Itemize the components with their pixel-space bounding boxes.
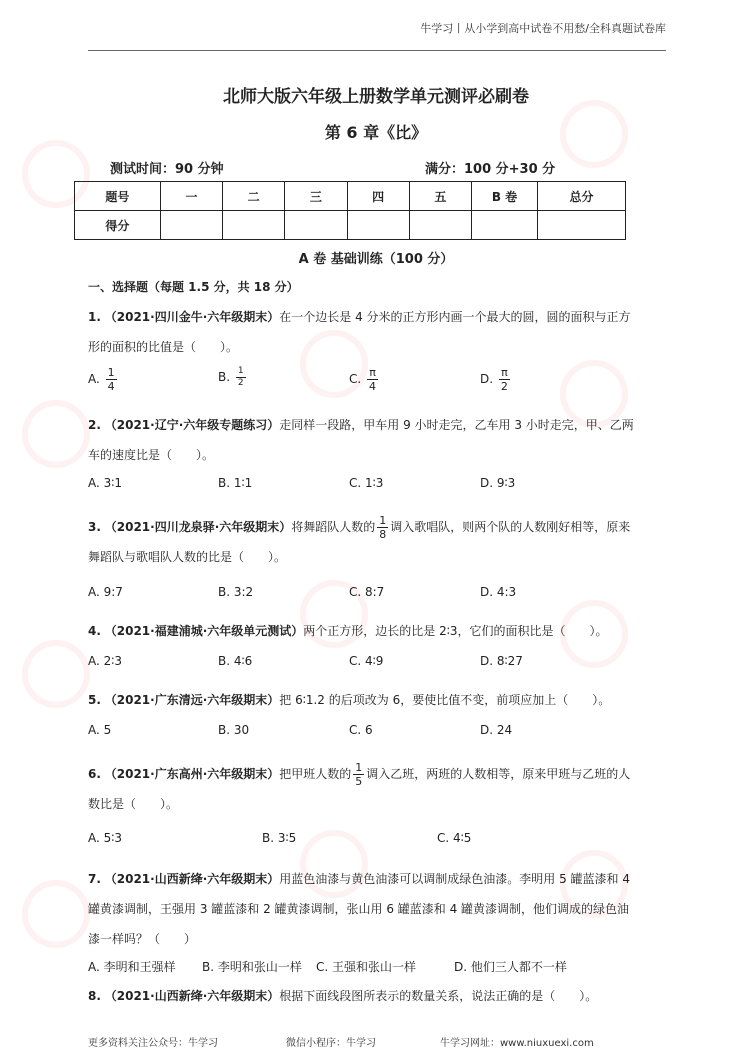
- option-b[interactable]: B. 3∶5: [262, 831, 297, 845]
- fraction: [106, 366, 117, 393]
- option-label: C.: [349, 372, 362, 386]
- option-d[interactable]: D. 9∶3: [480, 476, 516, 490]
- fraction: [367, 366, 378, 393]
- option-label: A.: [88, 372, 100, 386]
- fraction: [236, 366, 246, 389]
- footer-mini-program: 微信小程序：牛学习: [286, 1038, 376, 1049]
- option-b[interactable]: B. 李明和张山一样: [202, 960, 302, 974]
- denominator: 4: [107, 380, 115, 393]
- option-label: B.: [218, 370, 231, 384]
- fraction: [353, 761, 364, 788]
- question-source: （2021·广东高州·六年级期末）: [104, 767, 280, 781]
- table-cell: 五: [409, 182, 471, 211]
- question-number: 4.: [88, 624, 101, 638]
- table-cell: 一: [160, 182, 222, 211]
- question-source: （2021·广东清远·六年级期末）: [104, 693, 280, 707]
- table-cell: 总分: [538, 182, 626, 211]
- denominator: 4: [369, 380, 377, 393]
- score-table-score-row: [75, 211, 626, 240]
- question-3: [88, 512, 668, 572]
- question-1: [88, 302, 668, 362]
- option-a[interactable]: A. 9:7: [88, 585, 123, 599]
- question-text: 根据下面线段图所表示的数量关系，说法正确的是（ ）。: [279, 989, 598, 1003]
- score-input-cell[interactable]: [347, 211, 409, 240]
- numerator: π: [499, 366, 510, 380]
- page-subtitle: 第 6 章《比》: [324, 123, 428, 142]
- score-input-cell[interactable]: [538, 211, 626, 240]
- score-input-cell[interactable]: [160, 211, 222, 240]
- option-d[interactable]: D. 8∶27: [480, 654, 523, 668]
- question-source: （2021·四川金牛·六年级期末）: [104, 310, 280, 324]
- question-number: 8.: [88, 989, 101, 1003]
- score-table-header-row: [75, 182, 626, 211]
- question-text: 两个正方形，边长的比是 2∶3，它们的面积比是（ ）。: [303, 624, 608, 638]
- table-cell: 四: [347, 182, 409, 211]
- option-c[interactable]: C. 4∶9: [349, 654, 384, 668]
- table-cell: 二: [223, 182, 285, 211]
- option-d[interactable]: D. 4:3: [480, 585, 517, 599]
- question-text: 漆一样吗？（ ）: [88, 932, 197, 946]
- question-text: 舞蹈队与歌唱队人数的比是（ ）。: [88, 550, 287, 564]
- option-c[interactable]: [349, 366, 380, 393]
- question-text: 用蓝色油漆与黄色油漆可以调制成绿色油漆。李明用 5 罐蓝漆和 4: [279, 872, 630, 886]
- question-text: 走同样一段路，甲车用 9 小时走完，乙车用 3 小时走完，甲、乙两: [279, 418, 634, 432]
- option-a[interactable]: A. 2∶3: [88, 654, 123, 668]
- question-source: （2021·辽宁·六年级专题练习）: [104, 418, 280, 432]
- table-cell: 题号: [75, 182, 161, 211]
- footer-wechat-account: 更多资料关注公众号：牛学习: [88, 1038, 218, 1049]
- option-c[interactable]: C. 6: [349, 723, 373, 737]
- numerator: 1: [355, 761, 363, 774]
- denominator: 2: [500, 380, 508, 393]
- score-input-cell[interactable]: [471, 211, 537, 240]
- numerator: π: [367, 366, 378, 380]
- question-text: 在一个边长是 4 分米的正方形内画一个最大的圆，圆的面积与正方: [279, 310, 631, 324]
- option-c[interactable]: C. 王强和张山一样: [316, 960, 417, 974]
- score-table: [74, 181, 626, 240]
- question-source: （2021·四川龙泉驿·六年级期末）: [104, 520, 292, 534]
- option-a[interactable]: A. 李明和王强样: [88, 960, 176, 974]
- denominator: 2: [237, 378, 244, 388]
- header-divider: [88, 50, 666, 51]
- full-score: 满分：100 分+30 分: [425, 162, 556, 177]
- score-input-cell[interactable]: [409, 211, 471, 240]
- question-number: 3.: [88, 520, 101, 534]
- table-cell: 三: [285, 182, 347, 211]
- score-input-cell[interactable]: [285, 211, 347, 240]
- question-number: 7.: [88, 872, 101, 886]
- question-2: [88, 410, 668, 470]
- fraction: [499, 366, 510, 393]
- question-number: 5.: [88, 693, 101, 707]
- denominator: 8: [379, 528, 387, 541]
- numerator: 1: [237, 366, 244, 376]
- question-number: 6.: [88, 767, 101, 781]
- question-text: 车的速度比是（ ）。: [88, 448, 215, 462]
- header-text: 牛学习丨从小学到高中试卷不用愁/全科真题试卷库: [420, 22, 666, 35]
- watermark-logo: [22, 640, 90, 708]
- fraction: [377, 514, 388, 541]
- numerator: 1: [107, 366, 115, 379]
- option-b[interactable]: B. 30: [218, 723, 250, 737]
- option-b[interactable]: [218, 366, 248, 389]
- watermark-logo: [22, 880, 90, 948]
- table-cell: 得分: [75, 211, 161, 240]
- option-a[interactable]: A. 3∶1: [88, 476, 123, 490]
- question-number: 1.: [88, 310, 101, 324]
- option-b[interactable]: B. 3:2: [218, 585, 254, 599]
- option-c[interactable]: C. 8:7: [349, 585, 385, 599]
- question-text: 调入乙班，两班的人数相等，原来甲班与乙班的人: [366, 767, 631, 781]
- question-text: 把 6∶1.2 的后项改为 6，要使比值不变，前项应加上（ ）。: [279, 693, 611, 707]
- question-4: [88, 616, 668, 646]
- question-text: 数比是（ ）。: [88, 797, 179, 811]
- question-5: [88, 685, 668, 715]
- option-c[interactable]: C. 1∶3: [349, 476, 384, 490]
- table-cell: B 卷: [471, 182, 537, 211]
- question-number: 2.: [88, 418, 101, 432]
- watermark-logo: [22, 400, 90, 468]
- footer-website-link[interactable]: 牛学习网址：www.niuxuexi.com: [440, 1038, 594, 1049]
- option-b[interactable]: B. 4∶6: [218, 654, 253, 668]
- question-source: （2021·山西新绛·六年级期末）: [104, 872, 280, 886]
- page-title: 北师大版六年级上册数学单元测评必刷卷: [223, 87, 529, 107]
- question-text: 形的面积的比值是（ ）。: [88, 340, 239, 354]
- question-8: [88, 981, 668, 1011]
- option-a[interactable]: [88, 366, 119, 393]
- option-d[interactable]: D. 他们三人都不一样: [454, 960, 567, 974]
- question-text: 将舞蹈队人数的: [291, 520, 376, 534]
- score-input-cell[interactable]: [223, 211, 285, 240]
- question-text: 把甲班人数的: [279, 767, 352, 781]
- test-time: 测试时间：90 分钟: [110, 162, 224, 177]
- numerator: 1: [379, 514, 387, 527]
- option-d[interactable]: D. 24: [480, 723, 513, 737]
- question-source: （2021·福建浦城·六年级单元测试）: [104, 624, 304, 638]
- denominator: 5: [355, 775, 363, 788]
- option-a[interactable]: A. 5: [88, 723, 112, 737]
- option-c[interactable]: C. 4∶5: [437, 831, 472, 845]
- question-text: 调入歌唱队，则两个队的人数刚好相等，原来: [390, 520, 631, 534]
- question-text: 罐黄漆调制，王强用 3 罐蓝漆和 2 罐黄漆调制，张山用 6 罐蓝漆和 4 罐黄漆调制，他们调成的绿色油: [88, 902, 630, 916]
- question-source: （2021·山西新绛·六年级期末）: [104, 989, 280, 1003]
- section-1-heading: 一、选择题（每题 1.5 分，共 18 分）: [88, 280, 299, 294]
- option-a[interactable]: A. 5∶3: [88, 831, 123, 845]
- question-6: [88, 759, 668, 819]
- option-b[interactable]: B. 1∶1: [218, 476, 253, 490]
- option-d[interactable]: [480, 366, 512, 393]
- option-label: D.: [480, 372, 494, 386]
- section-a-heading: A 卷 基础训练（100 分）: [298, 252, 454, 267]
- question-7: [88, 864, 668, 954]
